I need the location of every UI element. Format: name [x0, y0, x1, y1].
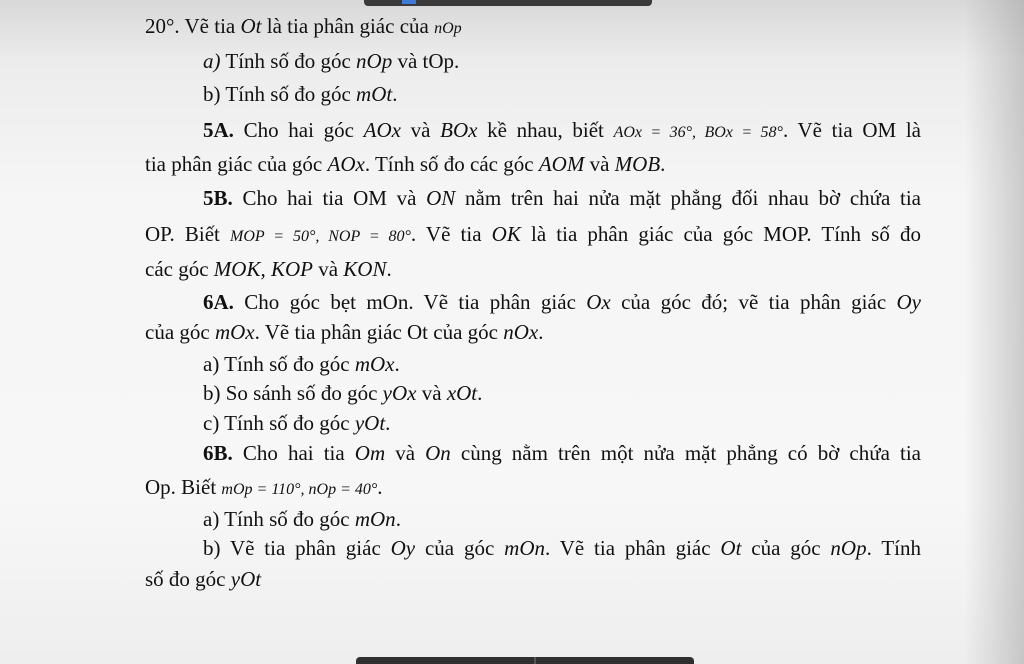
ex6b-part-a: a) Tính số đo góc mOn.: [203, 507, 401, 531]
ex6b-line2: Op. Biết mOp = 110°, nOp = 40°.: [145, 475, 383, 499]
viewer-bottom-toolbar[interactable]: [356, 657, 694, 664]
ex5a-line2: tia phân giác của góc AOx. Tính số đo các góc AOM và MOB.: [145, 152, 666, 176]
ex6a-part-c: c) Tính số đo góc yOt.: [203, 411, 391, 435]
ex5b-line3: các góc MOK, KOP và KON.: [145, 257, 392, 281]
ex6b-line1: 6B. Cho hai tia Om và On cùng nằm trên một nửa mặt phẳng có bờ chứa tia: [203, 441, 922, 465]
toolbar-divider: [534, 657, 536, 664]
ex4-line1: 20°. Vẽ tia Ot là tia phân giác của nOp: [145, 14, 462, 38]
ex6a-line2: của góc mOx. Vẽ tia phân giác Ot của góc nOx.: [145, 320, 544, 344]
ex6a-line1: 6A. Cho góc bẹt mOn. Vẽ tia phân giác Ox của góc đó; vẽ tia phân giác Oy: [203, 290, 921, 314]
ex6a-part-b: b) So sánh số đo góc yOx và xOt.: [203, 381, 483, 405]
ex5b-line2: OP. Biết MOP = 50°, NOP = 80°. Vẽ tia OK là tia phân giác của góc MOP. Tính số đo: [145, 222, 921, 246]
ex5a-line1: 5A. Cho hai góc AOx và BOx kề nhau, biết AOx = 36°, BOx = 58°. Vẽ tia OM là: [203, 118, 922, 142]
ex5b-line1: 5B. Cho hai tia OM và ON nằm trên hai nửa mặt phẳng đối nhau bờ chứa tia: [203, 186, 922, 210]
ex6b-line-last: số đo góc yOt: [145, 567, 262, 591]
ex6a-part-a: a) Tính số đo góc mOx.: [203, 352, 400, 376]
ex4-part-b: b) Tính số đo góc mOt.: [203, 82, 398, 106]
ex6b-part-b: b) Vẽ tia phân giác Oy của góc mOn. Vẽ tia phân giác Ot của góc nOp. Tính: [203, 536, 921, 560]
ex4-part-a: a) Tính số đo góc nOp và tOp.: [203, 49, 460, 73]
